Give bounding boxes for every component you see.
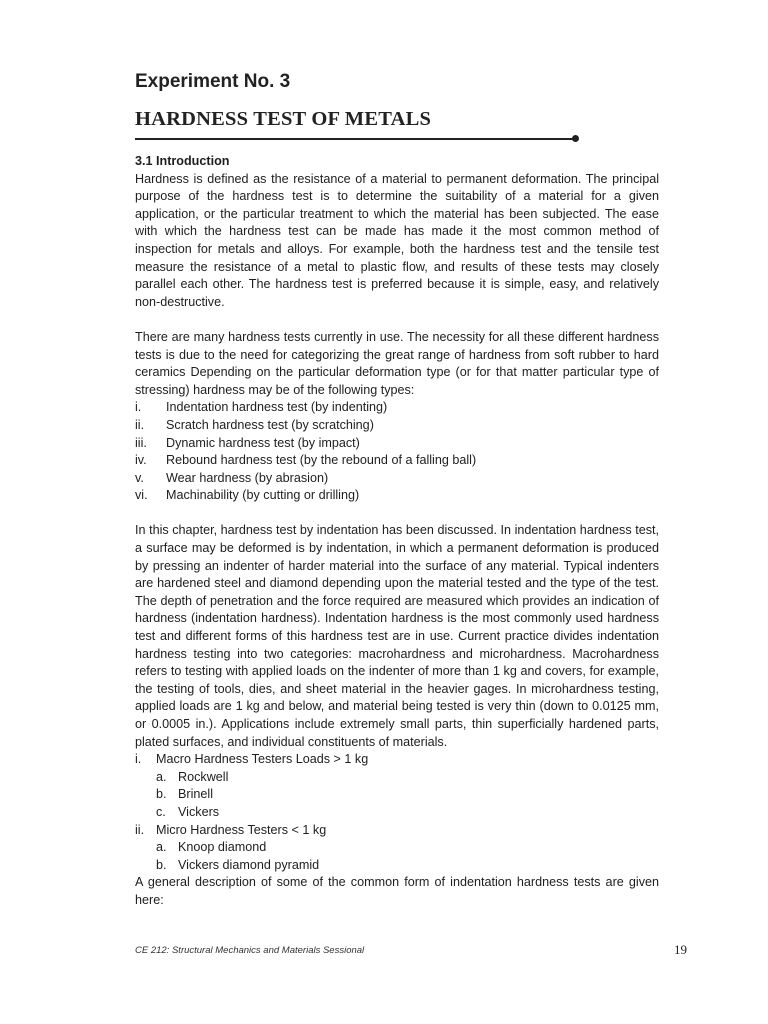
list-item: iv. Rebound hardness test (by the rebound of a falling ball) [135, 453, 477, 468]
intro-paragraph: Hardness is defined as the resistance of a material to permanent deformation. The principal purpose of the hardness test is to determine the suitability of a material for a given application, or the particular treatment to which the material has been subjected. The ease with which the hardness test can be made has made it the most common method of inspection for metals and alloys. For example, both the hardness test and the tensile test measure the resistance of a metal to plastic flow, and results of these tests may closely parallel each other. The hardness test is preferred because it is simple, easy, and relatively non-destructive. [135, 171, 659, 309]
list-item: c. Vickers [156, 804, 220, 819]
list-item: a. Knoop diamond [156, 840, 267, 855]
indentation-paragraph: In this chapter, hardness test by indentation has been discussed. In indentation hardness test, a surface may be deformed is by indentation, in which a permanent deformation is produced by pressing an indenter of harder material into the surface of any material. Typical indenters are hardened steel and diamond depending upon the material tested and the type of the test. The depth of penetration and the force required are measured which provides an indication of hardness (indentation hardness). Indentation hardness is the most commonly used hardness test and different forms of this hardness test are in use. Current practice divides indentation hardness testing into two categories: macrohardness and microhardness. Macrohardness refers to testing with applied loads on the indenter of more than 1 kg and covers, for example, the testing of tools, dies, and sheet material in the heavier gages. In microhardness testing, applied loads are 1 kg and below, and material being tested is very thin (down to 0.0125 mm, or 0.0005 in.). Applications include extremely small parts, thin superficially hardened parts, plated surfaces, and individual constituents of materials. [135, 523, 659, 749]
closing-paragraph: A general description of some of the common form of indentation hardness tests are given here: [135, 875, 659, 907]
section-heading: 3.1 Introduction [135, 154, 230, 168]
footer-course: CE 212: Structural Mechanics and Materials Sessional [135, 945, 365, 956]
experiment-number: Experiment No. 3 [135, 71, 291, 92]
title-rule [135, 138, 575, 140]
testers-list [135, 751, 659, 874]
list-item: vi. Machinability (by cutting or drilling) [135, 488, 360, 503]
list-item: iii. Dynamic hardness test (by impact) [135, 435, 360, 450]
list-item: a. Rockwell [156, 769, 229, 784]
list-item: b. Vickers diamond pyramid [156, 857, 320, 872]
body-content [135, 153, 659, 910]
list-item: i. Indentation hardness test (by indenting) [135, 400, 388, 415]
types-paragraph: There are many hardness tests currently in use. The necessity for all these different hardness tests is due to the need for categorizing the great range of hardness from soft rubber to hard ceramics Depending on the particular deformation type (or for that matter particular type of stressing) hardness may be of the following types: [135, 329, 659, 397]
page-title: HARDNESS TEST OF METALS [135, 108, 432, 130]
list-item: b. Brinell [156, 787, 213, 802]
page-number: 19 [674, 942, 687, 957]
list-item: ii. Micro Hardness Testers < 1 kg [135, 822, 327, 837]
title-rule-dot [572, 135, 579, 142]
hardness-types-list [135, 399, 659, 505]
list-item: ii. Scratch hardness test (by scratching) [135, 417, 374, 432]
list-item: i. Macro Hardness Testers Loads > 1 kg [135, 752, 369, 767]
list-item: v. Wear hardness (by abrasion) [135, 470, 329, 485]
